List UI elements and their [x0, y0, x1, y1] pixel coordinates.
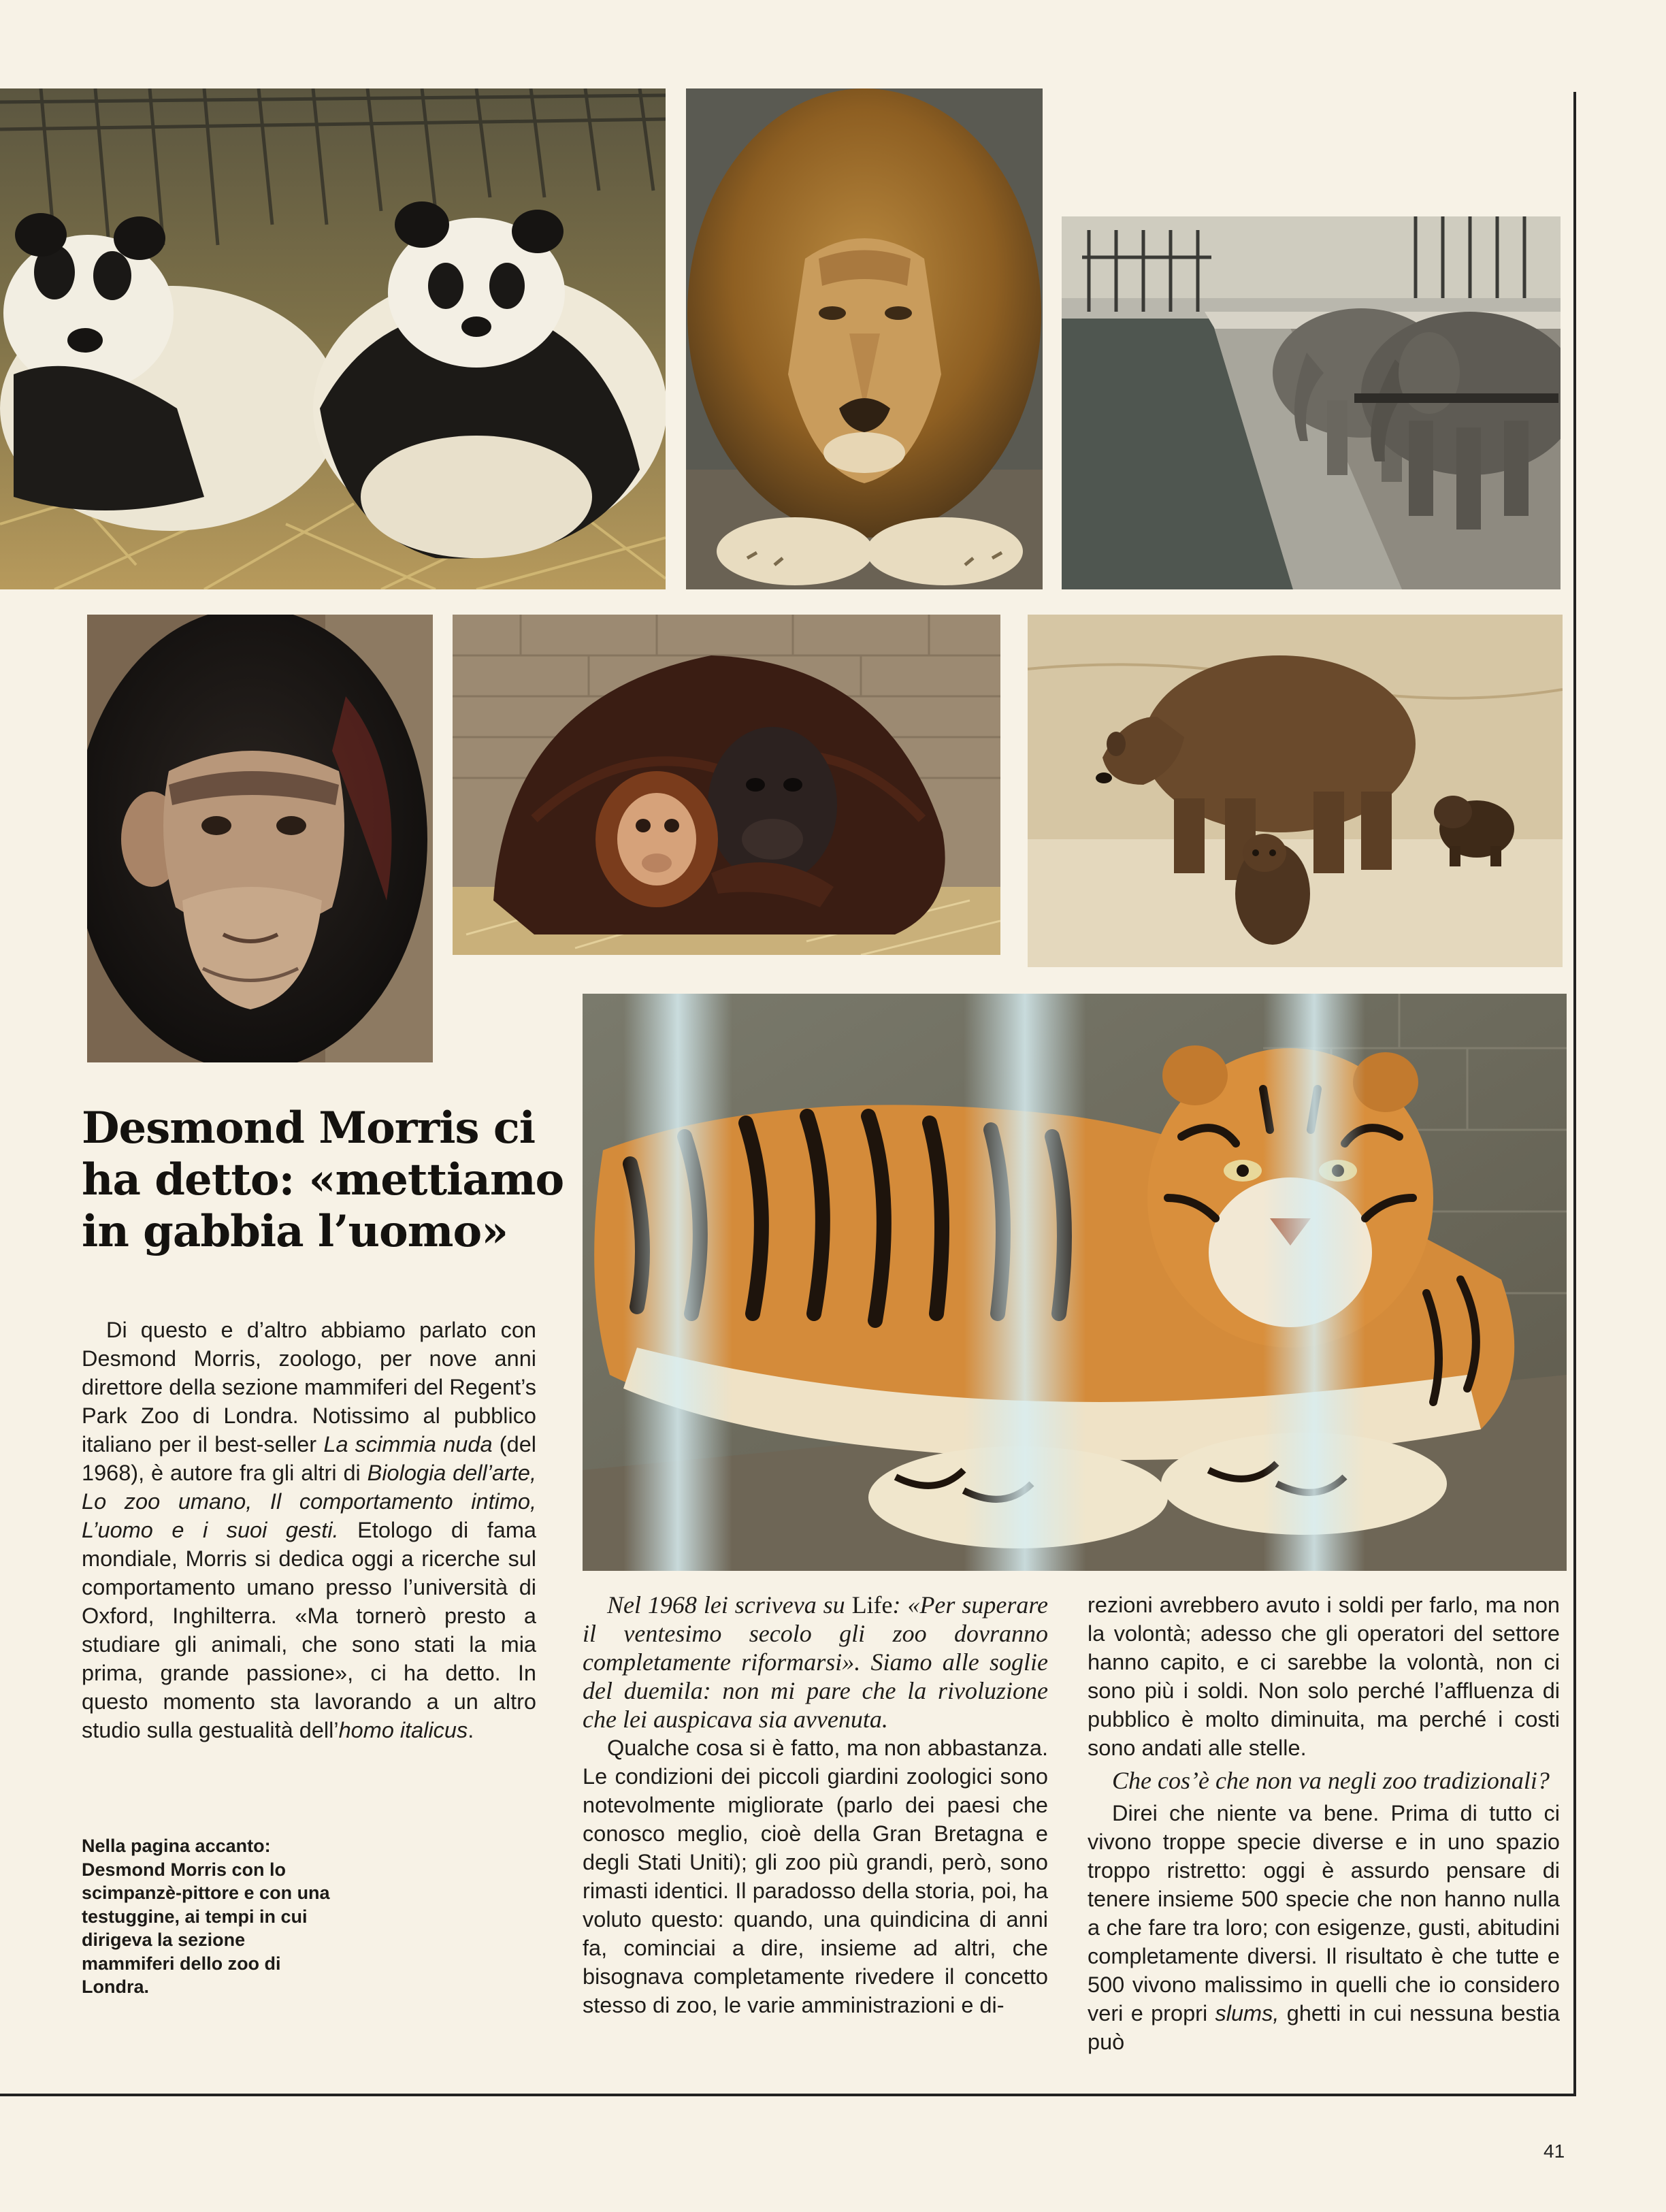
- intro-column: [82, 1316, 536, 1744]
- photo-lion: [686, 88, 1043, 589]
- photo-elephants: [1062, 216, 1561, 589]
- photo-pandas: [0, 88, 666, 589]
- article-headline: Desmond Morris ci ha detto: «mettiamo in gabbia l’uomo»: [82, 1103, 564, 1257]
- photo-orangutans: [453, 615, 1000, 955]
- answer-2: Direi che niente va bene. Prima di tutto ci vivono troppe specie diverse e in uno spazio troppo ristretto: oggi è assurdo pensare di tenere insieme 500 specie che non hanno nulla a che fare tra loro; con esigenze, gusti, abitudini completamente diversi. Il risultato è che tutte e 500 vivono malissimo in quelli che io considero veri e propri slums, ghetti in cui nessuna bestia può: [1088, 1801, 1560, 2054]
- bottom-frame-rule: [0, 2094, 1576, 2096]
- photo-caption: Nella pagina accanto: Desmond Morris con lo scimpanzè-pittore e con una testuggine, ai tempi in cui dirigeva la sezione mammiferi dello zoo di Londra.: [82, 1836, 330, 1997]
- photo-tiger: [583, 994, 1567, 1571]
- question-1: Nel 1968 lei scriveva su Life: «Per superare il ventesimo secolo gli zoo dovranno completamente riformarsi». Siamo alle soglie del duemila: non mi pare che la rivoluzione che lei auspicava sia avvenuta.: [583, 1591, 1049, 1733]
- intro-paragraph: Di questo e d’altro abbiamo parlato con Desmond Morris, zoologo, per nove anni direttore della sezione mammiferi del Regent’s Park Zoo di Londra. Notissimo al pubblico italiano per il best-seller La scimmia nuda (del 1968), è autore fra gli altri di Biologia dell’arte, Lo zoo umano, Il comportamento intimo, L’uomo e i suoi gesti. Etologo di fama mondiale, Morris si dedica oggi a ricerche sul comportamento umano presso l’università di Oxford, Inghilterra. «Ma tornerò presto a studiare gli animali, che sono stati la mia prima, grande passione», ci ha detto. In questo momento sta lavorando a un altro studio sulla gestualità dell’homo italicus.: [82, 1318, 536, 1742]
- page-number: 41: [1544, 2141, 1565, 2162]
- answer-1: Qualche cosa si è fatto, ma non abbastanza. Le condizioni dei piccoli giardini zoologici sono notevolmente migliorate (parlo dei paesi che conosco meglio, cioè della Gran Bretagna e degli Stati Uniti); gli zoo più grandi, però, sono rimasti identici. Il paradosso della storia, poi, ha voluto questo: quando, una quindicina di anni fa, cominciai a dire, insieme ad altri, che bisognava completamente rivedere il concetto stesso di zoo, le varie amministrazioni e di-: [583, 1736, 1048, 2017]
- interview-column-middle: [583, 1591, 1048, 2019]
- interview-column-right: [1088, 1591, 1560, 2056]
- photo-bears: [1028, 615, 1563, 967]
- right-frame-rule: [1573, 92, 1576, 2096]
- answer-1-continued: rezioni avrebbero avuto i soldi per farlo, ma non la volontà; adesso che gli operatori del settore hanno capito, e ci sarebbe la volontà, non ci sono più i soldi. Non solo perché l’affluenza di pubblico è molto diminuita, ma perché i costi sono andati alle stelle.: [1088, 1593, 1560, 1760]
- photo-chimpanzee: [87, 615, 433, 1062]
- question-2: Che cos’è che non va negli zoo tradizionali?: [1112, 1767, 1550, 1794]
